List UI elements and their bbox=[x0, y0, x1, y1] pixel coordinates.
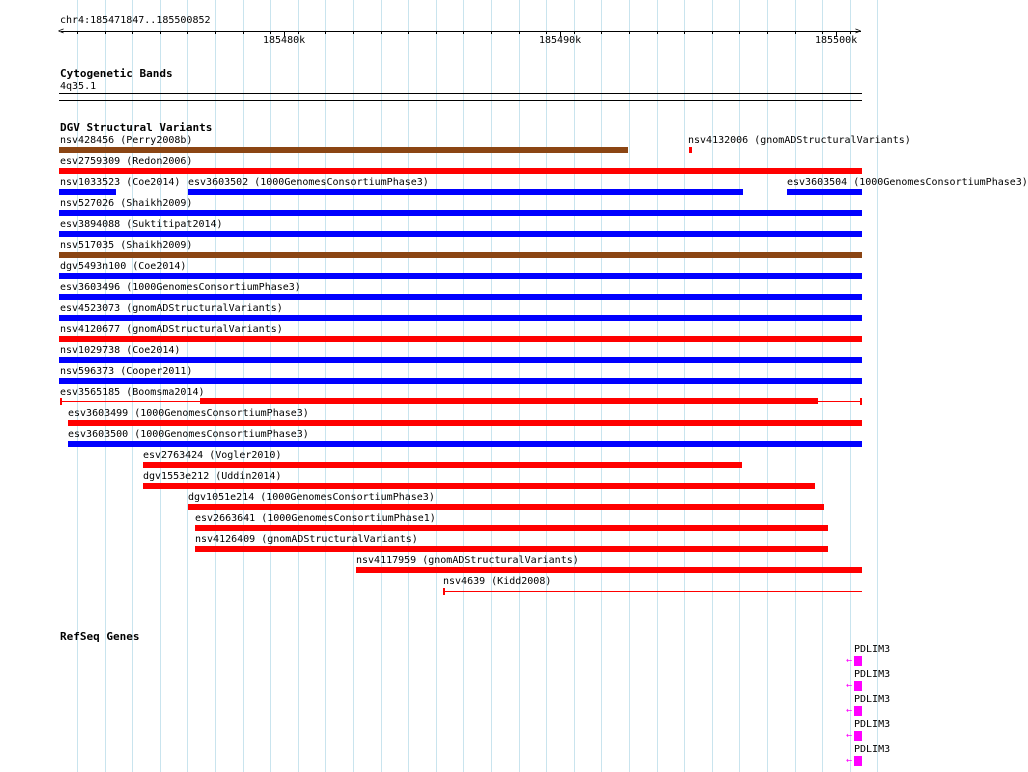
gene-exon[interactable] bbox=[854, 731, 862, 741]
strand-arrow-icon: ← bbox=[846, 680, 853, 691]
ruler-minor-tick bbox=[684, 31, 685, 34]
grid-line bbox=[684, 0, 685, 772]
feature-label[interactable]: esv3603500 (1000GenomesConsortiumPhase3) bbox=[68, 429, 309, 440]
band-bar-top bbox=[59, 93, 862, 94]
grid-line bbox=[491, 0, 492, 772]
grid-line bbox=[408, 0, 409, 772]
feature-bar[interactable] bbox=[195, 525, 828, 531]
ruler-axis bbox=[61, 31, 861, 32]
grid-line bbox=[822, 0, 823, 772]
ruler-minor-tick bbox=[160, 31, 161, 34]
ruler-minor-tick bbox=[601, 31, 602, 34]
ruler-minor-tick bbox=[767, 31, 768, 34]
gene-label[interactable]: PDLIM3 bbox=[854, 669, 891, 680]
feature-bar[interactable] bbox=[143, 483, 815, 489]
feature-label[interactable]: esv4523073 (gnomADStructuralVariants) bbox=[60, 303, 283, 314]
ruler-tick-label: 185490k bbox=[539, 35, 582, 46]
feature-label[interactable]: esv2759309 (Redon2006) bbox=[60, 156, 193, 167]
ruler-minor-tick bbox=[298, 31, 299, 34]
feature-bar[interactable] bbox=[188, 504, 824, 510]
strand-arrow-icon: ← bbox=[846, 655, 853, 666]
gene-label[interactable]: PDLIM3 bbox=[854, 644, 891, 655]
ruler-minor-tick bbox=[243, 31, 244, 34]
feature-bar[interactable] bbox=[195, 546, 828, 552]
feature-label[interactable]: esv3565185 (Boomsma2014) bbox=[60, 387, 205, 398]
strand-arrow-icon: ← bbox=[846, 730, 853, 741]
feature-bar[interactable] bbox=[200, 398, 818, 404]
grid-line bbox=[298, 0, 299, 772]
ruler-right-arrow: > bbox=[855, 26, 862, 37]
feature-bar[interactable] bbox=[188, 189, 743, 195]
ruler-minor-tick bbox=[822, 31, 823, 34]
grid-line bbox=[629, 0, 630, 772]
feature-bar[interactable] bbox=[59, 189, 116, 195]
feature-label[interactable]: nsv527026 (Shaikh2009) bbox=[60, 198, 193, 209]
ruler-minor-tick bbox=[519, 31, 520, 34]
feature-bar[interactable] bbox=[59, 315, 862, 321]
feature-bar[interactable] bbox=[59, 252, 862, 258]
feature-bar[interactable] bbox=[59, 231, 862, 237]
grid-line bbox=[215, 0, 216, 772]
feature-bar[interactable] bbox=[59, 273, 862, 279]
ruler-minor-tick bbox=[215, 31, 216, 34]
feature-label[interactable]: esv2663641 (1000GenomesConsortiumPhase1) bbox=[195, 513, 436, 524]
strand-arrow-icon: ← bbox=[846, 755, 853, 766]
grid-line bbox=[270, 0, 271, 772]
grid-line bbox=[132, 0, 133, 772]
feature-bar[interactable] bbox=[787, 189, 862, 195]
feature-label[interactable]: esv3603499 (1000GenomesConsortiumPhase3) bbox=[68, 408, 309, 419]
feature-bar[interactable] bbox=[59, 147, 628, 153]
feature-label[interactable]: nsv1033523 (Coe2014) bbox=[60, 177, 181, 188]
grid-line bbox=[436, 0, 437, 772]
grid-line bbox=[546, 0, 547, 772]
feature-label[interactable]: dgv5493n100 (Coe2014) bbox=[60, 261, 187, 272]
ruler-minor-tick bbox=[739, 31, 740, 34]
ruler-minor-tick bbox=[546, 31, 547, 34]
feature-bar[interactable] bbox=[689, 147, 692, 153]
feature-bar[interactable] bbox=[59, 294, 862, 300]
feature-label[interactable]: dgv1553e212 (Uddin2014) bbox=[143, 471, 282, 482]
grid-line bbox=[105, 0, 106, 772]
feature-bar[interactable] bbox=[59, 168, 862, 174]
grid-line bbox=[519, 0, 520, 772]
grid-line bbox=[463, 0, 464, 772]
grid-line bbox=[353, 0, 354, 772]
gene-exon[interactable] bbox=[854, 706, 862, 716]
grid-line bbox=[381, 0, 382, 772]
grid-line bbox=[187, 0, 188, 772]
feature-label[interactable]: esv3894088 (Suktitipat2014) bbox=[60, 219, 223, 230]
ruler-minor-tick bbox=[712, 31, 713, 34]
feature-bar[interactable] bbox=[59, 357, 862, 363]
feature-label[interactable]: esv2763424 (Vogler2010) bbox=[143, 450, 282, 461]
ruler-minor-tick bbox=[491, 31, 492, 34]
feature-cap bbox=[860, 398, 862, 405]
feature-bar[interactable] bbox=[68, 420, 862, 426]
grid-line bbox=[77, 0, 78, 772]
feature-cap bbox=[443, 588, 445, 595]
grid-line bbox=[877, 0, 878, 772]
feature-label[interactable]: nsv517035 (Shaikh2009) bbox=[60, 240, 193, 251]
feature-label[interactable]: nsv4126409 (gnomADStructuralVariants) bbox=[195, 534, 418, 545]
feature-label[interactable]: nsv428456 (Perry2008b) bbox=[60, 135, 193, 146]
feature-bar[interactable] bbox=[59, 210, 862, 216]
ruler-minor-tick bbox=[436, 31, 437, 34]
feature-label[interactable]: esv3603504 (1000GenomesConsortiumPhase3) bbox=[787, 177, 1028, 188]
gene-label[interactable]: PDLIM3 bbox=[854, 719, 891, 730]
track-title: Cytogenetic Bands bbox=[60, 67, 173, 80]
feature-bar[interactable] bbox=[59, 378, 862, 384]
feature-bar[interactable] bbox=[143, 462, 742, 468]
ruler-minor-tick bbox=[629, 31, 630, 34]
feature-label[interactable]: nsv4117959 (gnomADStructuralVariants) bbox=[356, 555, 579, 566]
ruler-tick-label: 185500k bbox=[815, 35, 858, 46]
ruler-minor-tick bbox=[77, 31, 78, 34]
band-label[interactable]: 4q35.1 bbox=[60, 81, 97, 92]
location-label: chr4:185471847..185500852 bbox=[60, 15, 211, 26]
grid-line bbox=[739, 0, 740, 772]
gene-label[interactable]: PDLIM3 bbox=[854, 744, 891, 755]
ruler-minor-tick bbox=[850, 31, 851, 34]
grid-line bbox=[767, 0, 768, 772]
feature-bar[interactable] bbox=[68, 441, 862, 447]
ruler-minor-tick bbox=[270, 31, 271, 34]
feature-label[interactable]: nsv4639 (Kidd2008) bbox=[443, 576, 552, 587]
feature-label[interactable]: nsv4132006 (gnomADStructuralVariants) bbox=[688, 135, 911, 146]
grid-line bbox=[657, 0, 658, 772]
ruler-tick-label: 185480k bbox=[263, 35, 306, 46]
feature-bar[interactable] bbox=[356, 567, 862, 573]
gene-label[interactable]: PDLIM3 bbox=[854, 694, 891, 705]
ruler-left-arrow: < bbox=[58, 26, 65, 37]
grid-line bbox=[574, 0, 575, 772]
ruler-minor-tick bbox=[187, 31, 188, 34]
feature-line[interactable] bbox=[443, 591, 862, 592]
ruler-minor-tick bbox=[381, 31, 382, 34]
grid-line bbox=[325, 0, 326, 772]
ruler-minor-tick bbox=[463, 31, 464, 34]
grid-line bbox=[160, 0, 161, 772]
grid-line bbox=[795, 0, 796, 772]
ruler-minor-tick bbox=[657, 31, 658, 34]
feature-label[interactable]: esv3603496 (1000GenomesConsortiumPhase3) bbox=[60, 282, 301, 293]
grid-line bbox=[243, 0, 244, 772]
feature-label[interactable]: esv3603502 (1000GenomesConsortiumPhase3) bbox=[188, 177, 429, 188]
feature-bar[interactable] bbox=[59, 336, 862, 342]
grid-line bbox=[712, 0, 713, 772]
feature-label[interactable]: nsv1029738 (Coe2014) bbox=[60, 345, 181, 356]
gene-exon[interactable] bbox=[854, 681, 862, 691]
ruler-minor-tick bbox=[132, 31, 133, 34]
strand-arrow-icon: ← bbox=[846, 705, 853, 716]
feature-label[interactable]: dgv1051e214 (1000GenomesConsortiumPhase3) bbox=[188, 492, 435, 503]
feature-label[interactable]: nsv4120677 (gnomADStructuralVariants) bbox=[60, 324, 283, 335]
ruler-minor-tick bbox=[574, 31, 575, 34]
ruler-minor-tick bbox=[105, 31, 106, 34]
gene-exon[interactable] bbox=[854, 756, 862, 766]
gene-exon[interactable] bbox=[854, 656, 862, 666]
feature-label[interactable]: nsv596373 (Cooper2011) bbox=[60, 366, 193, 377]
ruler-minor-tick bbox=[408, 31, 409, 34]
track-title: DGV Structural Variants bbox=[60, 121, 213, 134]
feature-cap bbox=[60, 398, 62, 405]
ruler-minor-tick bbox=[325, 31, 326, 34]
ruler-minor-tick bbox=[795, 31, 796, 34]
grid-line bbox=[601, 0, 602, 772]
track-title: RefSeq Genes bbox=[60, 630, 140, 643]
ruler-minor-tick bbox=[353, 31, 354, 34]
band-bar-bottom bbox=[59, 100, 862, 101]
